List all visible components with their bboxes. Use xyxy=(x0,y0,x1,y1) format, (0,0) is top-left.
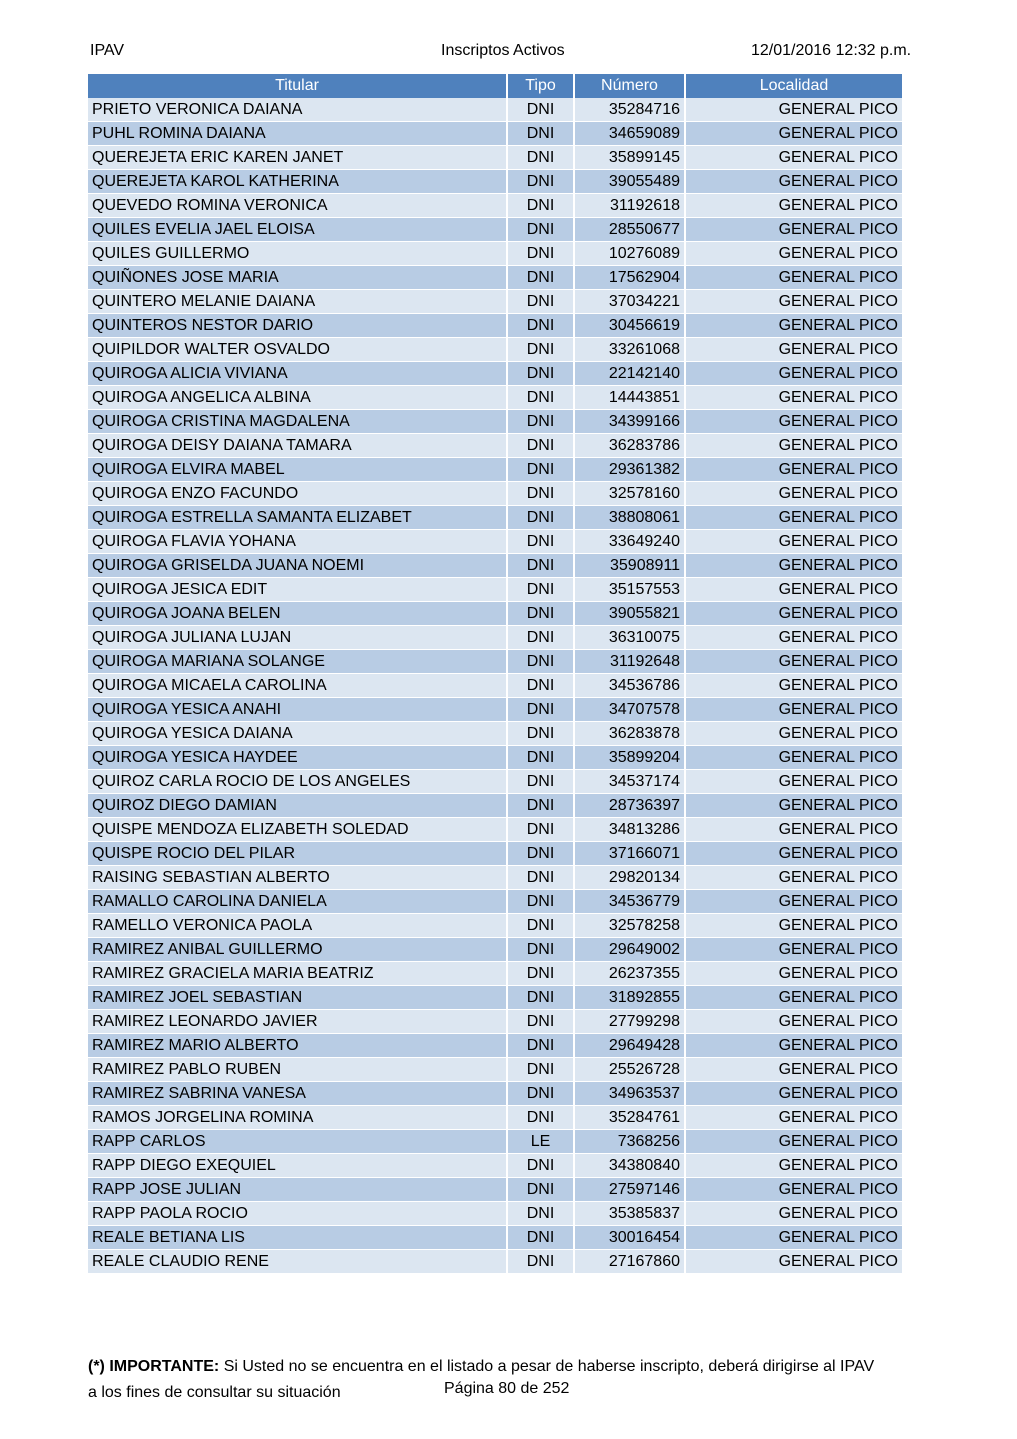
cell-tipo: DNI xyxy=(507,794,574,818)
cell-titular: RAMIREZ LEONARDO JAVIER xyxy=(88,1010,507,1034)
cell-tipo: DNI xyxy=(507,1082,574,1106)
table-row xyxy=(88,866,903,890)
important-note-line-2: a los fines de consultar su situación xyxy=(88,1384,341,1401)
cell-localidad: GENERAL PICO xyxy=(685,962,903,986)
cell-numero: 39055821 xyxy=(574,602,685,626)
table-row xyxy=(88,578,903,602)
cell-titular: QUEREJETA ERIC KAREN JANET xyxy=(88,146,507,170)
table-row xyxy=(88,170,903,194)
cell-numero: 31192618 xyxy=(574,194,685,218)
cell-titular: RAMALLO CAROLINA DANIELA xyxy=(88,890,507,914)
cell-numero: 35899145 xyxy=(574,146,685,170)
table-row xyxy=(88,314,903,338)
table-row xyxy=(88,338,903,362)
cell-numero: 34963537 xyxy=(574,1082,685,1106)
cell-numero: 39055489 xyxy=(574,170,685,194)
cell-titular: QUIPILDOR WALTER OSVALDO xyxy=(88,338,507,362)
cell-localidad: GENERAL PICO xyxy=(685,146,903,170)
cell-titular: RAPP JOSE JULIAN xyxy=(88,1178,507,1202)
table-row xyxy=(88,626,903,650)
column-header-localidad: Localidad xyxy=(685,74,903,98)
table-header-row xyxy=(88,74,903,98)
cell-titular: QUIROGA DEISY DAIANA TAMARA xyxy=(88,434,507,458)
cell-localidad: GENERAL PICO xyxy=(685,554,903,578)
cell-tipo: DNI xyxy=(507,842,574,866)
cell-localidad: GENERAL PICO xyxy=(685,746,903,770)
cell-titular: QUIROGA ANGELICA ALBINA xyxy=(88,386,507,410)
cell-tipo: DNI xyxy=(507,98,574,122)
cell-titular: QUIROGA YESICA ANAHI xyxy=(88,698,507,722)
cell-numero: 30016454 xyxy=(574,1226,685,1250)
cell-tipo: DNI xyxy=(507,986,574,1010)
cell-tipo: DNI xyxy=(507,1226,574,1250)
cell-titular: QUISPE MENDOZA ELIZABETH SOLEDAD xyxy=(88,818,507,842)
cell-numero: 10276089 xyxy=(574,242,685,266)
table-row xyxy=(88,506,903,530)
cell-localidad: GENERAL PICO xyxy=(685,818,903,842)
cell-localidad: GENERAL PICO xyxy=(685,770,903,794)
cell-numero: 25526728 xyxy=(574,1058,685,1082)
cell-localidad: GENERAL PICO xyxy=(685,722,903,746)
cell-titular: QUIÑONES JOSE MARIA xyxy=(88,266,507,290)
table-row xyxy=(88,890,903,914)
cell-numero: 32578160 xyxy=(574,482,685,506)
table-row xyxy=(88,1106,903,1130)
cell-localidad: GENERAL PICO xyxy=(685,698,903,722)
cell-tipo: DNI xyxy=(507,458,574,482)
cell-tipo: DNI xyxy=(507,722,574,746)
cell-localidad: GENERAL PICO xyxy=(685,314,903,338)
cell-numero: 32578258 xyxy=(574,914,685,938)
cell-tipo: DNI xyxy=(507,362,574,386)
header-title: Inscriptos Activos xyxy=(441,42,565,59)
cell-tipo: DNI xyxy=(507,818,574,842)
cell-tipo: DNI xyxy=(507,218,574,242)
table-row xyxy=(88,554,903,578)
cell-titular: QUIROGA JULIANA LUJAN xyxy=(88,626,507,650)
table-row xyxy=(88,1130,903,1154)
cell-localidad: GENERAL PICO xyxy=(685,122,903,146)
cell-localidad: GENERAL PICO xyxy=(685,194,903,218)
cell-titular: QUILES EVELIA JAEL ELOISA xyxy=(88,218,507,242)
cell-tipo: LE xyxy=(507,1130,574,1154)
cell-titular: RAMIREZ PABLO RUBEN xyxy=(88,1058,507,1082)
cell-numero: 22142140 xyxy=(574,362,685,386)
cell-numero: 34536779 xyxy=(574,890,685,914)
cell-titular: RAMIREZ ANIBAL GUILLERMO xyxy=(88,938,507,962)
cell-titular: RAMIREZ GRACIELA MARIA BEATRIZ xyxy=(88,962,507,986)
cell-localidad: GENERAL PICO xyxy=(685,602,903,626)
important-label: (*) IMPORTANTE: xyxy=(88,1358,220,1375)
table-row xyxy=(88,242,903,266)
cell-tipo: DNI xyxy=(507,314,574,338)
table-row xyxy=(88,1154,903,1178)
cell-titular: QUIROGA ALICIA VIVIANA xyxy=(88,362,507,386)
cell-localidad: GENERAL PICO xyxy=(685,1250,903,1274)
cell-tipo: DNI xyxy=(507,914,574,938)
cell-titular: QUIROGA MARIANA SOLANGE xyxy=(88,650,507,674)
table-row xyxy=(88,386,903,410)
cell-numero: 29649428 xyxy=(574,1034,685,1058)
cell-tipo: DNI xyxy=(507,650,574,674)
cell-titular: PRIETO VERONICA DAIANA xyxy=(88,98,507,122)
cell-numero: 35284716 xyxy=(574,98,685,122)
cell-numero: 26237355 xyxy=(574,962,685,986)
cell-localidad: GENERAL PICO xyxy=(685,218,903,242)
table-row xyxy=(88,1010,903,1034)
cell-numero: 37034221 xyxy=(574,290,685,314)
table-row xyxy=(88,722,903,746)
cell-localidad: GENERAL PICO xyxy=(685,410,903,434)
cell-numero: 31892855 xyxy=(574,986,685,1010)
cell-numero: 29820134 xyxy=(574,866,685,890)
cell-titular: QUEVEDO ROMINA VERONICA xyxy=(88,194,507,218)
cell-localidad: GENERAL PICO xyxy=(685,530,903,554)
table-row xyxy=(88,794,903,818)
cell-titular: RAISING SEBASTIAN ALBERTO xyxy=(88,866,507,890)
table-row xyxy=(88,1058,903,1082)
cell-tipo: DNI xyxy=(507,1178,574,1202)
cell-numero: 17562904 xyxy=(574,266,685,290)
table-row xyxy=(88,938,903,962)
cell-tipo: DNI xyxy=(507,674,574,698)
cell-tipo: DNI xyxy=(507,506,574,530)
cell-localidad: GENERAL PICO xyxy=(685,242,903,266)
table-row xyxy=(88,914,903,938)
cell-titular: QUEREJETA KAROL KATHERINA xyxy=(88,170,507,194)
important-text: Si Usted no se encuentra en el listado a pesar de haberse inscripto, deberá dirigirse al IPAV xyxy=(219,1358,875,1375)
cell-localidad: GENERAL PICO xyxy=(685,1178,903,1202)
table-row xyxy=(88,1034,903,1058)
cell-numero: 28550677 xyxy=(574,218,685,242)
table-row xyxy=(88,1226,903,1250)
cell-titular: QUIROGA FLAVIA YOHANA xyxy=(88,530,507,554)
cell-localidad: GENERAL PICO xyxy=(685,290,903,314)
cell-localidad: GENERAL PICO xyxy=(685,506,903,530)
table-row xyxy=(88,986,903,1010)
inscriptos-table xyxy=(88,74,904,1274)
cell-numero: 35385837 xyxy=(574,1202,685,1226)
cell-localidad: GENERAL PICO xyxy=(685,386,903,410)
table-row xyxy=(88,1178,903,1202)
cell-numero: 34813286 xyxy=(574,818,685,842)
cell-titular: RAMIREZ SABRINA VANESA xyxy=(88,1082,507,1106)
table-row xyxy=(88,362,903,386)
cell-titular: REALE BETIANA LIS xyxy=(88,1226,507,1250)
table-row xyxy=(88,290,903,314)
table-row xyxy=(88,218,903,242)
cell-localidad: GENERAL PICO xyxy=(685,458,903,482)
cell-numero: 33261068 xyxy=(574,338,685,362)
cell-titular: QUIROGA JESICA EDIT xyxy=(88,578,507,602)
cell-numero: 30456619 xyxy=(574,314,685,338)
cell-tipo: DNI xyxy=(507,194,574,218)
cell-tipo: DNI xyxy=(507,1034,574,1058)
table-row xyxy=(88,458,903,482)
cell-localidad: GENERAL PICO xyxy=(685,1058,903,1082)
cell-titular: QUIROGA YESICA HAYDEE xyxy=(88,746,507,770)
page-number: Página 80 de 252 xyxy=(444,1380,570,1397)
cell-titular: RAPP DIEGO EXEQUIEL xyxy=(88,1154,507,1178)
cell-titular: QUILES GUILLERMO xyxy=(88,242,507,266)
cell-numero: 29361382 xyxy=(574,458,685,482)
cell-numero: 38808061 xyxy=(574,506,685,530)
cell-localidad: GENERAL PICO xyxy=(685,434,903,458)
cell-numero: 37166071 xyxy=(574,842,685,866)
cell-titular: QUIROGA ELVIRA MABEL xyxy=(88,458,507,482)
column-header-titular: Titular xyxy=(88,74,507,98)
table-row xyxy=(88,1202,903,1226)
cell-titular: PUHL ROMINA DAIANA xyxy=(88,122,507,146)
cell-tipo: DNI xyxy=(507,1250,574,1274)
cell-numero: 34399166 xyxy=(574,410,685,434)
cell-localidad: GENERAL PICO xyxy=(685,986,903,1010)
cell-localidad: GENERAL PICO xyxy=(685,626,903,650)
cell-tipo: DNI xyxy=(507,890,574,914)
cell-tipo: DNI xyxy=(507,386,574,410)
cell-numero: 35908911 xyxy=(574,554,685,578)
cell-localidad: GENERAL PICO xyxy=(685,578,903,602)
cell-localidad: GENERAL PICO xyxy=(685,1010,903,1034)
cell-titular: REALE CLAUDIO RENE xyxy=(88,1250,507,1274)
cell-numero: 27597146 xyxy=(574,1178,685,1202)
cell-numero: 33649240 xyxy=(574,530,685,554)
cell-localidad: GENERAL PICO xyxy=(685,650,903,674)
cell-localidad: GENERAL PICO xyxy=(685,794,903,818)
cell-localidad: GENERAL PICO xyxy=(685,362,903,386)
header-org: IPAV xyxy=(90,42,125,59)
cell-numero: 34380840 xyxy=(574,1154,685,1178)
cell-tipo: DNI xyxy=(507,482,574,506)
cell-titular: QUIROGA MICAELA CAROLINA xyxy=(88,674,507,698)
cell-numero: 34707578 xyxy=(574,698,685,722)
cell-numero: 34537174 xyxy=(574,770,685,794)
cell-tipo: DNI xyxy=(507,290,574,314)
cell-titular: RAMELLO VERONICA PAOLA xyxy=(88,914,507,938)
cell-localidad: GENERAL PICO xyxy=(685,842,903,866)
cell-localidad: GENERAL PICO xyxy=(685,482,903,506)
cell-localidad: GENERAL PICO xyxy=(685,1226,903,1250)
cell-tipo: DNI xyxy=(507,698,574,722)
cell-tipo: DNI xyxy=(507,122,574,146)
cell-localidad: GENERAL PICO xyxy=(685,266,903,290)
cell-titular: RAPP PAOLA ROCIO xyxy=(88,1202,507,1226)
header-timestamp: 12/01/2016 12:32 p.m. xyxy=(751,42,912,59)
cell-tipo: DNI xyxy=(507,770,574,794)
cell-tipo: DNI xyxy=(507,938,574,962)
cell-tipo: DNI xyxy=(507,1058,574,1082)
cell-localidad: GENERAL PICO xyxy=(685,1106,903,1130)
cell-tipo: DNI xyxy=(507,1010,574,1034)
cell-tipo: DNI xyxy=(507,1202,574,1226)
cell-localidad: GENERAL PICO xyxy=(685,1082,903,1106)
cell-localidad: GENERAL PICO xyxy=(685,674,903,698)
cell-numero: 28736397 xyxy=(574,794,685,818)
cell-localidad: GENERAL PICO xyxy=(685,98,903,122)
cell-localidad: GENERAL PICO xyxy=(685,914,903,938)
cell-localidad: GENERAL PICO xyxy=(685,1154,903,1178)
column-header-numero: Número xyxy=(574,74,685,98)
cell-localidad: GENERAL PICO xyxy=(685,338,903,362)
cell-titular: QUIROGA JOANA BELEN xyxy=(88,602,507,626)
cell-titular: QUIROZ DIEGO DAMIAN xyxy=(88,794,507,818)
cell-numero: 27167860 xyxy=(574,1250,685,1274)
cell-localidad: GENERAL PICO xyxy=(685,890,903,914)
cell-tipo: DNI xyxy=(507,146,574,170)
cell-titular: QUIROGA CRISTINA MAGDALENA xyxy=(88,410,507,434)
cell-titular: QUISPE ROCIO DEL PILAR xyxy=(88,842,507,866)
cell-numero: 35899204 xyxy=(574,746,685,770)
cell-localidad: GENERAL PICO xyxy=(685,1202,903,1226)
cell-tipo: DNI xyxy=(507,602,574,626)
cell-tipo: DNI xyxy=(507,338,574,362)
cell-tipo: DNI xyxy=(507,410,574,434)
table-row xyxy=(88,818,903,842)
table-row xyxy=(88,194,903,218)
cell-tipo: DNI xyxy=(507,242,574,266)
table-row xyxy=(88,122,903,146)
table-row xyxy=(88,962,903,986)
cell-tipo: DNI xyxy=(507,170,574,194)
cell-titular: QUINTERO MELANIE DAIANA xyxy=(88,290,507,314)
table-row xyxy=(88,530,903,554)
cell-tipo: DNI xyxy=(507,578,574,602)
important-note-line-1 xyxy=(88,1354,938,1380)
table-row xyxy=(88,746,903,770)
cell-titular: QUIROGA GRISELDA JUANA NOEMI xyxy=(88,554,507,578)
table-row xyxy=(88,410,903,434)
cell-numero: 31192648 xyxy=(574,650,685,674)
cell-numero: 35284761 xyxy=(574,1106,685,1130)
table-row xyxy=(88,602,903,626)
cell-tipo: DNI xyxy=(507,866,574,890)
cell-titular: RAPP CARLOS xyxy=(88,1130,507,1154)
cell-localidad: GENERAL PICO xyxy=(685,170,903,194)
cell-numero: 34659089 xyxy=(574,122,685,146)
cell-numero: 34536786 xyxy=(574,674,685,698)
cell-localidad: GENERAL PICO xyxy=(685,866,903,890)
cell-numero: 27799298 xyxy=(574,1010,685,1034)
table-row xyxy=(88,1082,903,1106)
cell-numero: 36283786 xyxy=(574,434,685,458)
table-row xyxy=(88,98,903,122)
cell-titular: QUINTEROS NESTOR DARIO xyxy=(88,314,507,338)
cell-tipo: DNI xyxy=(507,530,574,554)
table-row xyxy=(88,266,903,290)
cell-numero: 36310075 xyxy=(574,626,685,650)
cell-tipo: DNI xyxy=(507,1106,574,1130)
table-row xyxy=(88,434,903,458)
table-row xyxy=(88,650,903,674)
cell-numero: 35157553 xyxy=(574,578,685,602)
table-row xyxy=(88,770,903,794)
table-row xyxy=(88,146,903,170)
table-row xyxy=(88,674,903,698)
table-row xyxy=(88,842,903,866)
cell-localidad: GENERAL PICO xyxy=(685,938,903,962)
column-header-tipo: Tipo xyxy=(507,74,574,98)
cell-titular: RAMIREZ JOEL SEBASTIAN xyxy=(88,986,507,1010)
cell-numero: 29649002 xyxy=(574,938,685,962)
cell-tipo: DNI xyxy=(507,1154,574,1178)
cell-tipo: DNI xyxy=(507,962,574,986)
cell-numero: 36283878 xyxy=(574,722,685,746)
cell-numero: 7368256 xyxy=(574,1130,685,1154)
cell-titular: QUIROGA ESTRELLA SAMANTA ELIZABET xyxy=(88,506,507,530)
cell-tipo: DNI xyxy=(507,626,574,650)
table-row xyxy=(88,698,903,722)
table-row xyxy=(88,1250,903,1274)
cell-titular: QUIROGA YESICA DAIANA xyxy=(88,722,507,746)
cell-localidad: GENERAL PICO xyxy=(685,1034,903,1058)
cell-numero: 14443851 xyxy=(574,386,685,410)
cell-tipo: DNI xyxy=(507,266,574,290)
cell-titular: RAMOS JORGELINA ROMINA xyxy=(88,1106,507,1130)
cell-tipo: DNI xyxy=(507,434,574,458)
cell-titular: RAMIREZ MARIO ALBERTO xyxy=(88,1034,507,1058)
cell-localidad: GENERAL PICO xyxy=(685,1130,903,1154)
table-row xyxy=(88,482,903,506)
cell-titular: QUIROZ CARLA ROCIO DE LOS ANGELES xyxy=(88,770,507,794)
cell-tipo: DNI xyxy=(507,746,574,770)
cell-tipo: DNI xyxy=(507,554,574,578)
cell-titular: QUIROGA ENZO FACUNDO xyxy=(88,482,507,506)
